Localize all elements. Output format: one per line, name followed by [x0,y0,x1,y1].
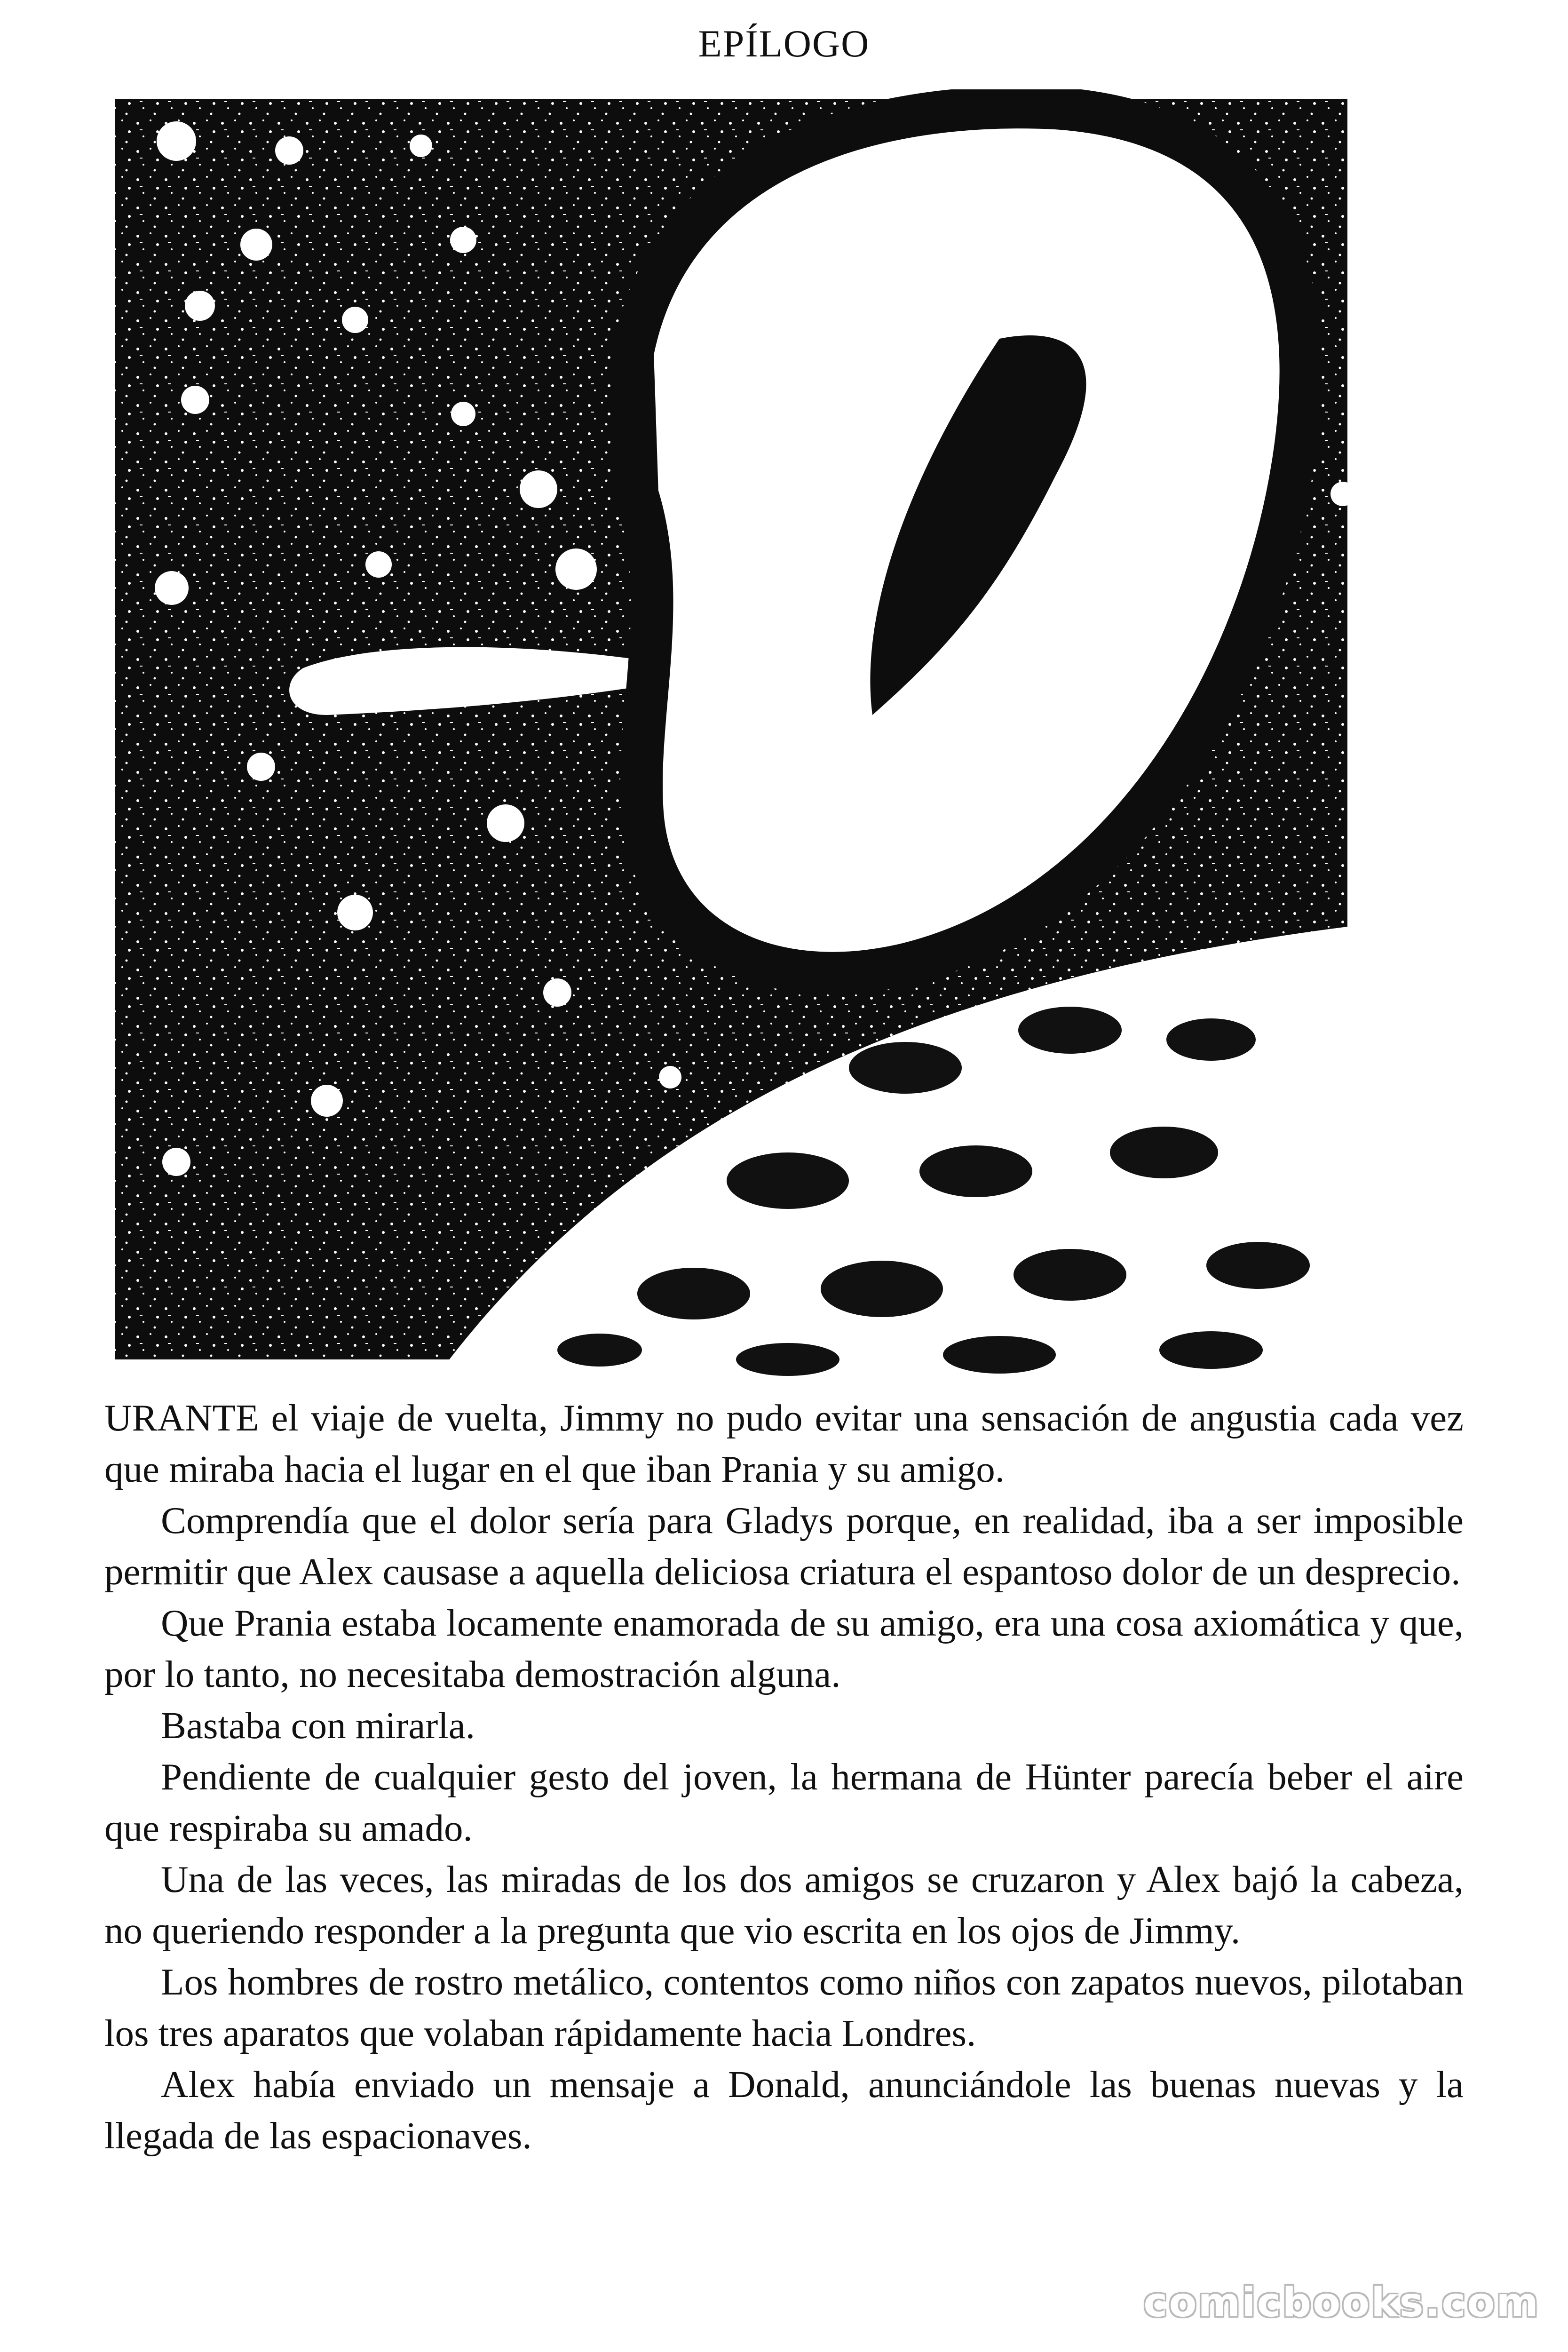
paragraph: Alex había enviado un mensaje a Donald, anunciándole las buenas nuevas y la llegada de las espacionaves. [104,2063,1464,2157]
drop-cap-d-space-icon [106,89,1376,1378]
paragraph: URANTE el viaje de vuelta, Jimmy no pudo evitar una sensación de angustia cada vez que miraba hacia el lugar en el que iban Prania y su amigo. [104,1397,1464,1490]
paragraph: Los hombres de rostro metálico, contentos como niños con zapatos nuevos, pilotaban los tres aparatos que volaban rápidamente hacia Londres. [104,1961,1464,2054]
paragraph: Bastaba con mirarla. [161,1704,475,1747]
chapter-title: EPÍLOGO [698,22,870,65]
paragraph: Pendiente de cualquier gesto del joven, la hermana de Hünter parecía beber el aire que respiraba su amado. [104,1756,1464,1849]
watermark: comicbooks.com [1143,2279,1540,2326]
paragraph: Una de las veces, las miradas de los dos amigos se cruzaron y Alex bajó la cabeza, no queriendo responder a la pregunta que vio escrita en los ojos de Jimmy. [104,1858,1464,1952]
chapter-body [104,1392,1464,2161]
paragraph: Comprendía que el dolor sería para Gladys porque, en realidad, iba a ser imposible permitir que Alex causase a aquella deliciosa criatura el espantoso dolor de un desprecio. [104,1499,1464,1593]
paragraph: Que Prania estaba locamente enamorada de su amigo, era una cosa axiomática y que, por lo tanto, no necesitaba demostración alguna. [104,1602,1464,1695]
